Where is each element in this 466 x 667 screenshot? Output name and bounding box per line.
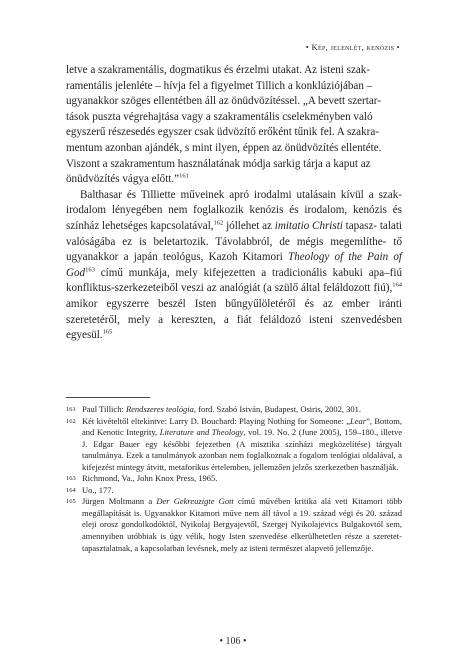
footnote-text: Richmond, Va., John Knox Press, 1965. <box>82 473 218 484</box>
footnotes <box>66 404 402 554</box>
italic-title: Literature and Theology <box>159 427 244 438</box>
footnote-text: című művében kritika alá veti Kitamori több megállapítását is. Ugyanakkor Kitamori műve nem áll távol a 19. század végi és 20. század eleji orosz gondolkodóktól, Nyikolaj Bergyajevtől, Szergej Nyikolajevics Bulgakovtól sem, amennyiben utóbbiak is úgy vélik, hogy Isten szenvedése elkerülhetetlen része a szeretet-tapasztalatnak, a kapcsolatban levésnek, mely az isteni természet alapvető jellemzője. <box>82 496 402 553</box>
footnote <box>66 404 402 416</box>
text-fragment: tapasz- talati valóságába ez is beletartozik. Távolabbról, de mégis megemlíthe- tő ugyanakkor a japán teológus, Kazoh Kitamori <box>66 219 403 264</box>
footnote <box>66 496 402 554</box>
footnote <box>66 416 402 474</box>
footnote-text: Jürgen Moltmann a <box>82 496 157 507</box>
footnote-number: 162 <box>66 417 76 425</box>
footnote-text: Két kivételtől eltekintve: Larry D. Bouchard: Playing Nothing for Someone: „ <box>82 415 351 426</box>
italic-title: Theology of the Pain of God <box>66 251 402 279</box>
footnote-text: , ford. Szabó István, Budapest, Osiris, 2002, 301. <box>193 404 362 414</box>
footnote <box>66 473 402 485</box>
page-number: • 106 • <box>219 636 247 647</box>
text-fragment: Balthasar és Tilliette műveinek apró irodalmi utalásain kívül a szak- irodalom lényegében nem foglalkozik kenózis és irodalom, kenózis és színház lehetséges kapcsolatával, <box>66 188 402 232</box>
text-fragment: című munkája, mely kifejezetten a tradicionális kabuki apa–fiú konfliktus-szerkezeteiből veszi az analógiát (a szülő által feláldozott fiú), <box>66 266 402 295</box>
text-line: egyszerű részesedés egyszer csak üdvözítő erőként tűnik fel. A szakra- <box>66 126 379 139</box>
paragraph-1 <box>66 63 402 188</box>
italic-title: imitatio Christi <box>274 219 343 232</box>
text-line: ugyanakkor szöges ellentétben áll az önüdvözítéssel. „A bevett szertar- <box>66 95 381 108</box>
italic-title: Der Gekreuzigte Gott <box>156 496 234 507</box>
footnote <box>66 485 402 497</box>
footnote-number: 164 <box>66 486 76 494</box>
running-header: • Kép, jelenlét, kenózis • <box>305 42 400 52</box>
footnote-text: Paul Tillich: <box>82 404 126 414</box>
footnote-reference: 163 <box>85 266 95 274</box>
footnote-number: 165 <box>66 498 76 506</box>
footnote-text: ”, Bottom, and Kenotic Integrity, <box>82 415 402 438</box>
paragraph-2 <box>66 188 402 344</box>
text-fragment: önüdvözítés vágya előtt.” <box>66 173 180 186</box>
footnote-number: 163 <box>66 475 76 483</box>
text-line <box>66 172 402 188</box>
text-fragment: jóllehet az <box>223 219 275 232</box>
text-line: tások puszta végrehajtása vagy a szakramentális cselekményben való <box>66 110 373 123</box>
text-line: letve a szakramentális, dogmatikus és érzelmi utakat. Az isteni szak- <box>66 64 371 76</box>
footnote-number: 161 <box>66 406 76 413</box>
text-line: Viszont a szakramentum használatának módja sarkig tárja a kaput az <box>66 157 371 170</box>
footnote-reference: 162 <box>213 219 224 227</box>
italic-title: Lear <box>350 415 367 426</box>
text-fragment: amikor egyszerre beszél Isten bűngyűlöletéről és az ember iránti szeretetéről, mely a kereszten, a fiát feláldozó isteni szenvedésben egyesül. <box>66 297 402 342</box>
text-line: mentum azonban ajándék, s mint ilyen, éppen az önüdvözítés ellentéte. <box>66 141 382 154</box>
body-text <box>66 63 402 344</box>
italic-title: Rendszeres teológia <box>125 404 194 414</box>
footnote-reference: 161 <box>179 172 189 180</box>
footnote-separator <box>66 397 150 398</box>
footnote-text: , vol. 19. No. 2 (June 2005), 159–180., illetve J. Edgar Bauer egy későbbi fejezetben (A misztika színházi megközelítése) tárgyalt tanulmánya. Ezek a tanulmányok azonban nem foglalkoznak a fogalom teológiai oldalával, a kifejezést mintegy átvitt, metaforikus értelemben, jellemzően jelzős szerkezetben használják. <box>82 427 402 472</box>
footnote-text: Uo., 177. <box>82 484 114 495</box>
footnote-reference: 164 <box>392 281 402 289</box>
text-line: ramentális jelenléte – hívja fel a figyelmet Tillich a konklúziójában – <box>66 79 373 92</box>
footnote-reference: 165 <box>102 328 113 336</box>
